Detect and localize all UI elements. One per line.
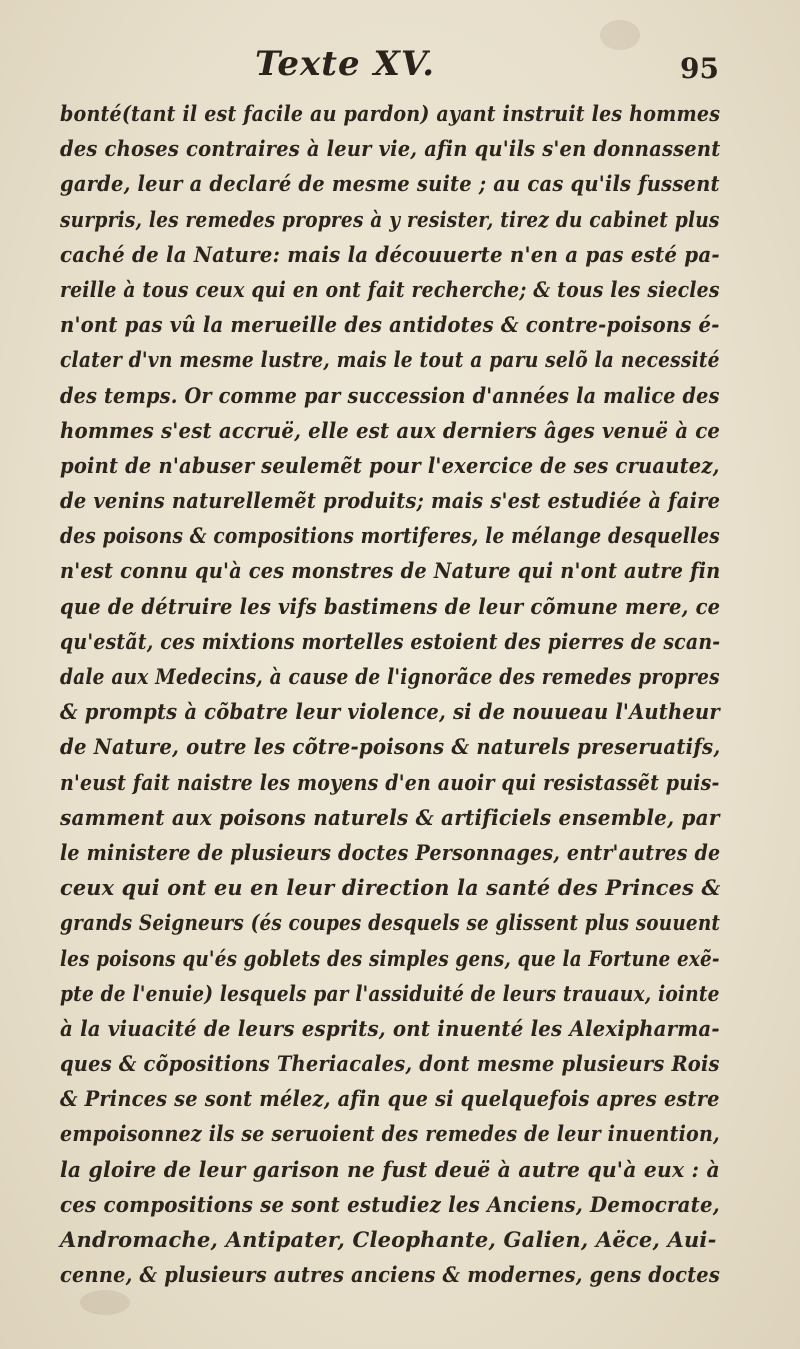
text-line: cenne, & plusieurs autres anciens & modernes, gens doctes — [60, 1262, 720, 1288]
text-line: qu'estãt, ces mixtions mortelles estoient des pierres de scan- — [60, 628, 721, 654]
text-line: & Princes se sont mélez, afin que si quelquefois apres estre — [60, 1086, 720, 1112]
text-line: n'est connu qu'à ces monstres de Nature qui n'ont autre fin — [60, 558, 721, 584]
text-line: reille à tous ceux qui en ont fait recherche; & tous les siecles — [60, 276, 720, 302]
text-line: n'ont pas vû la merueille des antidotes & contre-poisons é- — [60, 312, 720, 338]
page-header — [0, 44, 800, 94]
paper-stain — [80, 1290, 130, 1315]
text-line: hommes s'est accruë, elle est aux derniers âges venuë à ce — [60, 417, 721, 443]
text-line: de Nature, outre les cõtre-poisons & naturels preseruatifs, — [60, 734, 721, 760]
text-line: à la viuacité de leurs esprits, ont inuenté les Alexipharma- — [60, 1015, 720, 1041]
text-line: ceux qui ont eu en leur direction la santé des Princes & — [60, 875, 721, 901]
text-line: caché de la Nature: mais la découuerte n'en a pas esté pa- — [60, 241, 720, 267]
page-number: 95 — [680, 52, 719, 85]
text-line: empoisonnez ils se seruoient des remedes de leur inuention, — [60, 1121, 720, 1147]
text-line: n'eust fait naistre les moyens d'en auoir qui resistassẽt puis- — [60, 769, 720, 795]
text-line: ces compositions se sont estudiez les Anciens, Democrate, — [60, 1191, 720, 1217]
text-line: la gloire de leur garison ne fust deuë à autre qu'à eux : à — [60, 1156, 720, 1182]
text-line: & prompts à cõbatre leur violence, si de nouueau l'Autheur — [60, 699, 720, 725]
text-line: ques & cõpositions Theriacales, dont mesme plusieurs Rois — [60, 1051, 720, 1077]
text-line: des poisons & compositions mortiferes, le mélange desquelles — [60, 523, 720, 549]
text-line: samment aux poisons naturels & artificiels ensemble, par — [60, 804, 720, 830]
text-line: point de n'abuser seulemẽt pour l'exercice de ses cruautez, — [60, 452, 720, 478]
text-line: le ministere de plusieurs doctes Personnages, entr'autres de — [60, 839, 721, 865]
body-text — [60, 96, 720, 1292]
text-line: garde, leur a declaré de mesme suite ; au cas qu'ils fussent — [60, 171, 720, 197]
text-line: des temps. Or comme par succession d'années la malice des — [60, 382, 720, 408]
text-line: que de détruire les vifs bastimens de leur cõmune mere, ce — [60, 593, 721, 619]
text-line: Andromache, Antipater, Cleophante, Galien, Aëce, Aui- — [60, 1227, 717, 1252]
text-line: des choses contraires à leur vie, afin qu'ils s'en donnassent — [60, 136, 721, 162]
text-line: bonté(tant il est facile au pardon) ayant instruit les hommes — [60, 101, 721, 126]
text-line: pte de l'enuie) lesquels par l'assiduité de leurs trauaux, iointe — [60, 980, 720, 1006]
text-line: grands Seigneurs (és coupes desquels se glissent plus souuent — [60, 910, 721, 936]
text-line: les poisons qu'és goblets des simples gens, que la Fortune exẽ- — [60, 945, 720, 971]
running-title: Texte XV. — [255, 44, 436, 84]
text-line: clater d'vn mesme lustre, mais le tout a paru selõ la necessité — [60, 347, 720, 373]
text-line: dale aux Medecins, à cause de l'ignorãce des remedes propres — [60, 664, 720, 689]
text-line: de venins naturellemẽt produits; mais s'est estudiée à faire — [60, 488, 721, 514]
text-line: surpris, les remedes propres à y resister, tirez du cabinet plus — [60, 206, 720, 232]
